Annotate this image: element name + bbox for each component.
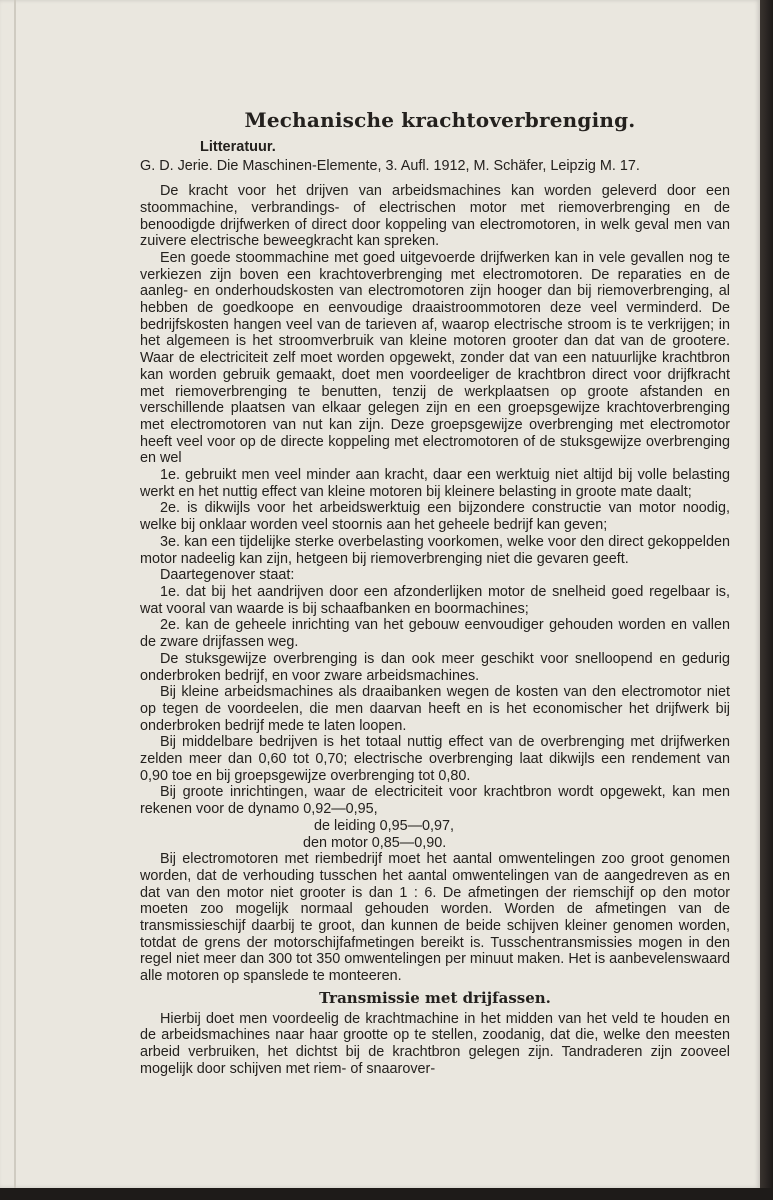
paragraph: Bij kleine arbeidsmachines als draaibanken wegen de kosten van den electromotor niet op tegen de voordeelen, die men daarvan heeft en is het economischer het drijfwerk bij onderbroken bedrijf mede te laten loopen. — [140, 684, 730, 734]
paragraph: Bij middelbare bedrijven is het totaal nuttig effect van de overbrenging met drijfwerken zelden meer dan 0,60 tot 0,70; electrische overbrenging laat dikwijls een rendement van 0,90 toe en bij groepsgewijze overbrenging tot 0,80. — [140, 734, 730, 784]
literature-heading: Litteratuur. — [200, 138, 276, 155]
section-heading: Transmissie met drijfassen. — [319, 988, 551, 1007]
page-bottom-edge — [0, 1188, 773, 1200]
book-spine — [760, 0, 773, 1200]
page-edge-line — [14, 0, 16, 1188]
list-item: 2e. kan de geheele inrichting van het gebouw eenvoudiger gehouden worden en vallen de zware drijfassen weg. — [140, 617, 730, 651]
formula-line: Bij groote inrichtingen, waar de electriciteit voor krachtbron wordt opgewekt, kan men rekenen voor de dynamo 0,92—0,95, — [140, 784, 730, 818]
list-item: 3e. kan een tijdelijke sterke overbelasting voorkomen, welke voor den direct gekoppelden motor nadeelig kan zijn, hetgeen bij riemoverbrenging niet die gevaren geeft. — [140, 533, 730, 567]
formula-line: de leiding 0,95—0,97, — [314, 817, 455, 834]
page-content — [140, 108, 730, 1077]
paragraph: Bij electromotoren met riembedrijf moet het aantal omwentelingen zoo groot genomen worden, dat de verhouding tusschen het aantal omwentelingen van de aangedreven as en dat van den motor niet grooter is dan 1 : 6. De afmetingen der riemschijf op den motor moeten zoo mogelijk normaal gehouden worden. Worden de afmetingen van de transmissieschijf daarbij te groot, dan kunnen de beide schijven kleiner genomen worden, totdat de grens der motorschijfafmetingen bereikt is. Tusschentransmissies mogen in den regel niet meer dan 300 tot 350 omwentelingen per minuut maken. Het is aanbevelenswaard alle motoren op spanslede te monteeren. — [140, 851, 730, 985]
paragraph: Hierbij doet men voordeelig de krachtmachine in het midden van het veld te houden en de arbeidsmachines naar haar grootte op te stellen, zoodanig, dat die, welke den meesten arbeid verbruiken, het dichtst bij de krachtbron gelegen zijn. Tandraderen zijn zooveel mogelijk door schijven met riem- of snaarover- — [140, 1010, 730, 1077]
formula-line: den motor 0,85—0,90. — [303, 834, 447, 851]
paragraph: De kracht voor het drijven van arbeidsmachines kan worden geleverd door een stoommachine, verbrandings- of electrischen motor met riemoverbrenging en de benoodigde drijfwerken of direct door koppeling van electromotoren, in welk geval men van zuivere electrische beweegkracht kan spreken. — [140, 183, 730, 250]
list-item: 2e. is dikwijls voor het arbeidswerktuig een bijzondere constructie van motor noodig, welke bij onklaar worden veel stoornis aan het geheele bedrijf kan geven; — [140, 500, 730, 534]
list-item: 1e. dat bij het aandrijven door een afzonderlijken motor de snelheid goed regelbaar is, wat vooral van waarde is bij schaafbanken en boormachines; — [140, 583, 730, 617]
list-item: 1e. gebruikt men veel minder aan kracht, daar een werktuig niet altijd bij volle belasting werkt en het nuttig effect van kleine motoren bij kleinere belasting in groote mate daalt; — [140, 467, 730, 500]
paragraph: De stuksgewijze overbrenging is dan ook meer geschikt voor snelloopend en gedurig onderbroken bedrijf, en voor zware arbeidsmachines. — [140, 650, 730, 684]
paragraph: Daartegenover staat: — [160, 567, 295, 584]
literature-reference: G. D. Jerie. Die Maschinen-Elemente, 3. Aufl. 1912, M. Schäfer, Leipzig M. 17. — [140, 158, 640, 175]
paragraph: Een goede stoommachine met goed uitgevoerde drijfwerken kan in vele gevallen nog te verkiezen zijn boven een krachtoverbrenging met electromotoren. De reparaties en de aanleg- en onderhoudskosten van electromotoren zijn hooger dan bij riemoverbrenging, al hebben de goedkoope en eenvoudige draaistroommotoren deze veel verminderd. De bedrijfskosten hangen veel van de tarieven af, waarop electrische stroom is te verkrijgen; in het algemeen is het stroomverbruik van kleine motoren grooter dan dat van de grootere. Waar de electriciteit zelf moet worden opgewekt, zonder dat van een natuurlijke krachtbron kan worden gebruik gemaakt, doet men voordeeliger de krachtbron direct voor drijfkracht met riemoverbrenging te benutten, tenzij de werkplaatsen op groote afstanden en verschillende plaatsen van elkaar gelegen zijn en een groepsgewijze krachtoverbrenging met electromotoren van nut kan zijn. Deze groepsgewijze overbrenging met electromotor heeft veel voor op de directe koppeling met electromotoren of de stuksgewijze overbrenging en wel — [140, 249, 730, 467]
page-title: Mechanische krachtoverbrenging. — [244, 108, 636, 132]
efficiency-formula — [140, 784, 730, 851]
